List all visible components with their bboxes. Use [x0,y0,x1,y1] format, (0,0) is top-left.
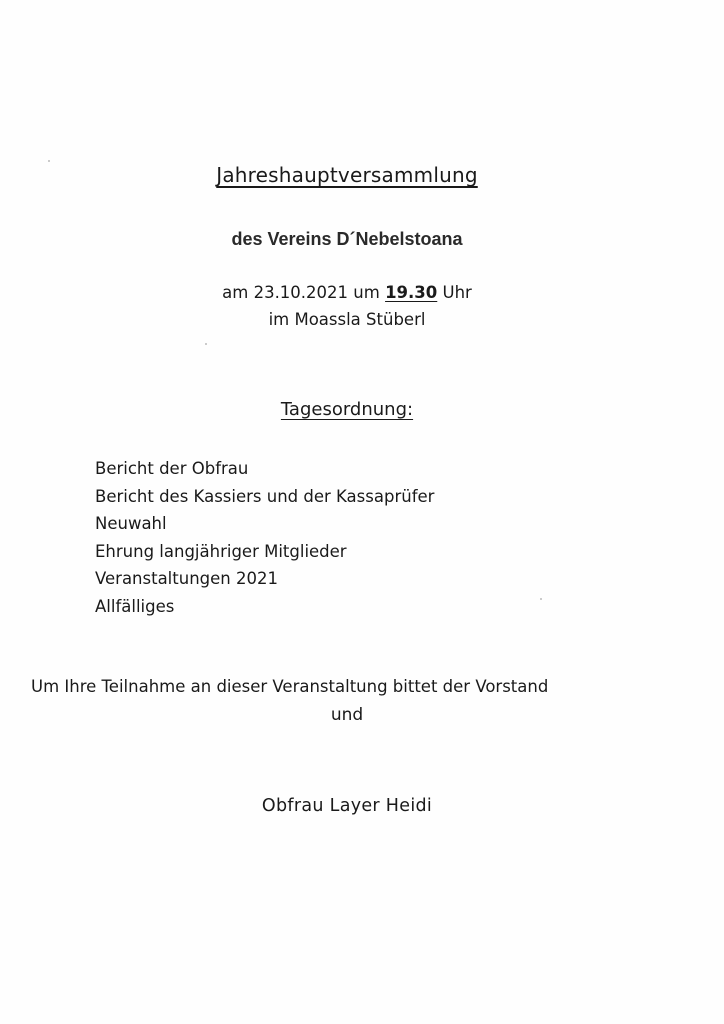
meeting-date-time [0,283,694,302]
agenda-item: Allfälliges [95,596,175,616]
meeting-location: im Moassla Stüberl [268,310,426,329]
agenda-heading: Tagesordnung: [280,399,414,420]
agenda-item: Ehrung langjähriger Mitglieder [95,541,347,561]
scan-speck [540,598,542,600]
agenda-item: Bericht der Obfrau [95,459,249,478]
invitation-text: Um Ihre Teilnahme an dieser Veranstaltung bittet der Vorstand [31,677,549,696]
agenda-item: Bericht des Kassiers und der Kassaprüfer [95,486,435,506]
agenda-item: Veranstaltungen 2021 [95,569,278,588]
date-text: am 23.10.2021 um [222,283,386,302]
agenda-item: Neuwahl [95,514,167,533]
signature-line: Obfrau Layer Heidi [261,796,433,816]
agenda-list [95,455,434,620]
club-name: des Vereins D´Nebelstoana [231,229,463,249]
conjunction-text: und [330,705,364,725]
time-suffix: Uhr [437,283,472,302]
meeting-time: 19.30 [385,283,438,302]
scan-speck [48,160,50,162]
scan-speck [205,343,207,345]
document-title: Jahreshauptversammlung [216,163,478,187]
